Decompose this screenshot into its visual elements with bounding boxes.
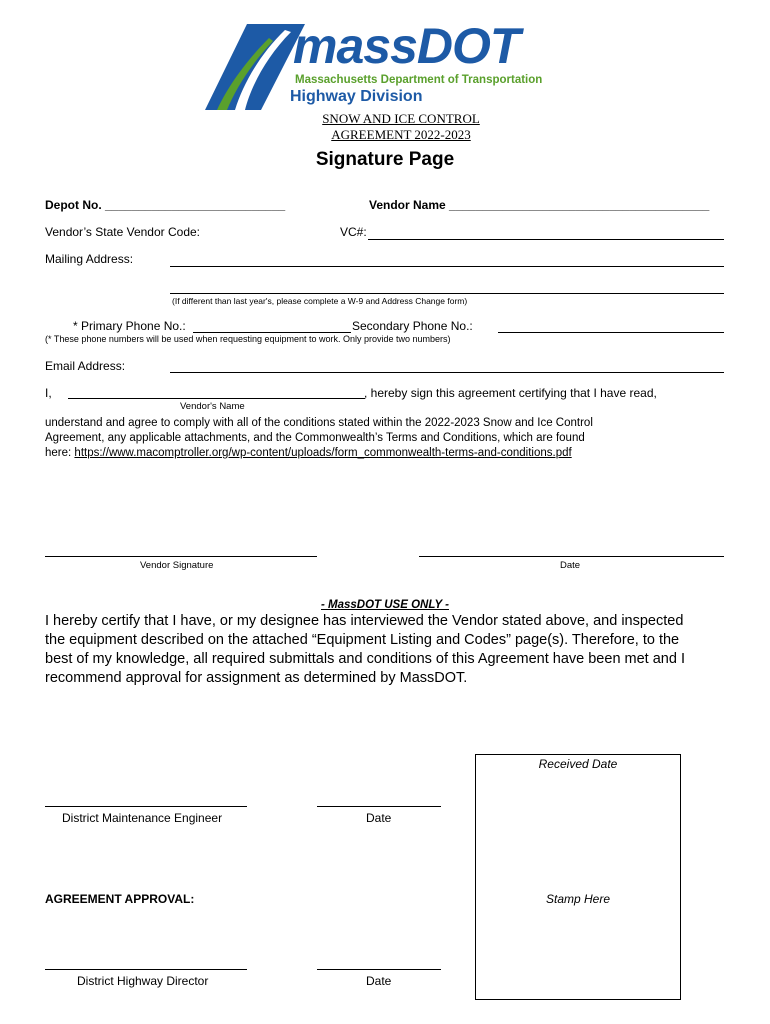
logo-department-text: Massachusetts Department of Transportation — [295, 74, 543, 86]
certification-body-line3 — [45, 447, 572, 459]
certify-statement: , hereby sign this agreement certifying that I have read, — [364, 386, 657, 400]
depot-no-field[interactable]: Depot No. ___________________________ — [45, 198, 286, 212]
mailing-address-line-2[interactable] — [170, 293, 724, 294]
engineer-caption: District Maintenance Engineer — [62, 811, 223, 825]
vendor-date-caption: Date — [560, 560, 581, 571]
vendor-name-sign-line[interactable] — [68, 398, 365, 399]
page-title: Signature Page — [315, 149, 455, 170]
director-caption: District Highway Director — [77, 974, 209, 988]
engineer-date-line[interactable] — [317, 806, 441, 807]
massdot-logo — [205, 20, 595, 110]
logo-mass-text: mass — [293, 18, 417, 74]
mailing-address-label: Mailing Address: — [45, 252, 134, 266]
massdot-certify-line2: the equipment described on the attached “Equipment Listing and Codes” page(s). Therefore, to the — [45, 632, 680, 648]
massdot-certify-line4: recommend approval for assignment as determined by MassDOT. — [45, 670, 468, 686]
email-label: Email Address: — [45, 359, 126, 373]
received-date-label: Received Date — [538, 757, 618, 771]
secondary-phone-label: Secondary Phone No.: — [352, 319, 473, 333]
terms-conditions-link[interactable]: https://www.macomptroller.org/wp-content/uploads/form_commonwealth-terms-and-conditions.pdf — [74, 447, 572, 459]
vendor-signature-line[interactable] — [45, 556, 317, 557]
stamp-here-label: Stamp Here — [545, 892, 611, 906]
certification-body-line2: Agreement, any applicable attachments, and the Commonwealth’s Terms and Conditions, which are found — [45, 432, 585, 444]
i-label: I, — [45, 386, 52, 400]
phone-note: (* These phone numbers will be used when requesting equipment to work. Only provide two numbers) — [45, 334, 451, 344]
here-prefix: here: — [45, 447, 75, 459]
massdot-certify-line3: best of my knowledge, all required submittals and conditions of this Agreement have been met and I — [45, 651, 685, 667]
certification-body-line1: understand and agree to comply with all of the conditions stated within the 2022-2023 Snow and Ice Control — [45, 417, 593, 429]
address-change-note: (If different than last year's, please complete a W-9 and Address Change form) — [172, 296, 468, 306]
email-line[interactable] — [170, 372, 724, 373]
vendor-signature-caption: Vendor Signature — [140, 560, 214, 571]
director-date-line[interactable] — [317, 969, 441, 970]
logo-division-text: Highway Division — [290, 88, 423, 105]
primary-phone-line[interactable] — [193, 332, 351, 333]
logo-dot-text: DOT — [416, 18, 520, 74]
mailing-address-line-1[interactable] — [170, 266, 724, 267]
engineer-signature-line[interactable] — [45, 806, 247, 807]
vendor-name-field[interactable]: Vendor Name _______________________________________ — [369, 198, 710, 212]
vc-input-line[interactable] — [368, 239, 724, 240]
agreement-title-line2: AGREEMENT 2022-2023 — [331, 127, 471, 142]
agreement-approval-label: AGREEMENT APPROVAL: — [45, 892, 195, 906]
director-signature-line[interactable] — [45, 969, 247, 970]
vc-label: VC#: — [340, 225, 367, 239]
state-vendor-code-label: Vendor’s State Vendor Code: — [45, 225, 201, 239]
stamp-box — [475, 754, 681, 1000]
massdot-use-only-heading: - MassDOT USE ONLY - — [320, 599, 449, 611]
engineer-date-caption: Date — [366, 811, 392, 825]
massdot-certify-line1: I hereby certify that I have, or my designee has interviewed the Vendor stated above, and inspected — [45, 613, 684, 629]
vendor-date-line[interactable] — [419, 556, 724, 557]
primary-phone-label: * Primary Phone No.: — [73, 319, 186, 333]
vendors-name-caption: Vendor's Name — [180, 401, 245, 412]
secondary-phone-line[interactable] — [498, 332, 724, 333]
agreement-title-line1: SNOW AND ICE CONTROL — [322, 111, 480, 126]
director-date-caption: Date — [366, 974, 392, 988]
